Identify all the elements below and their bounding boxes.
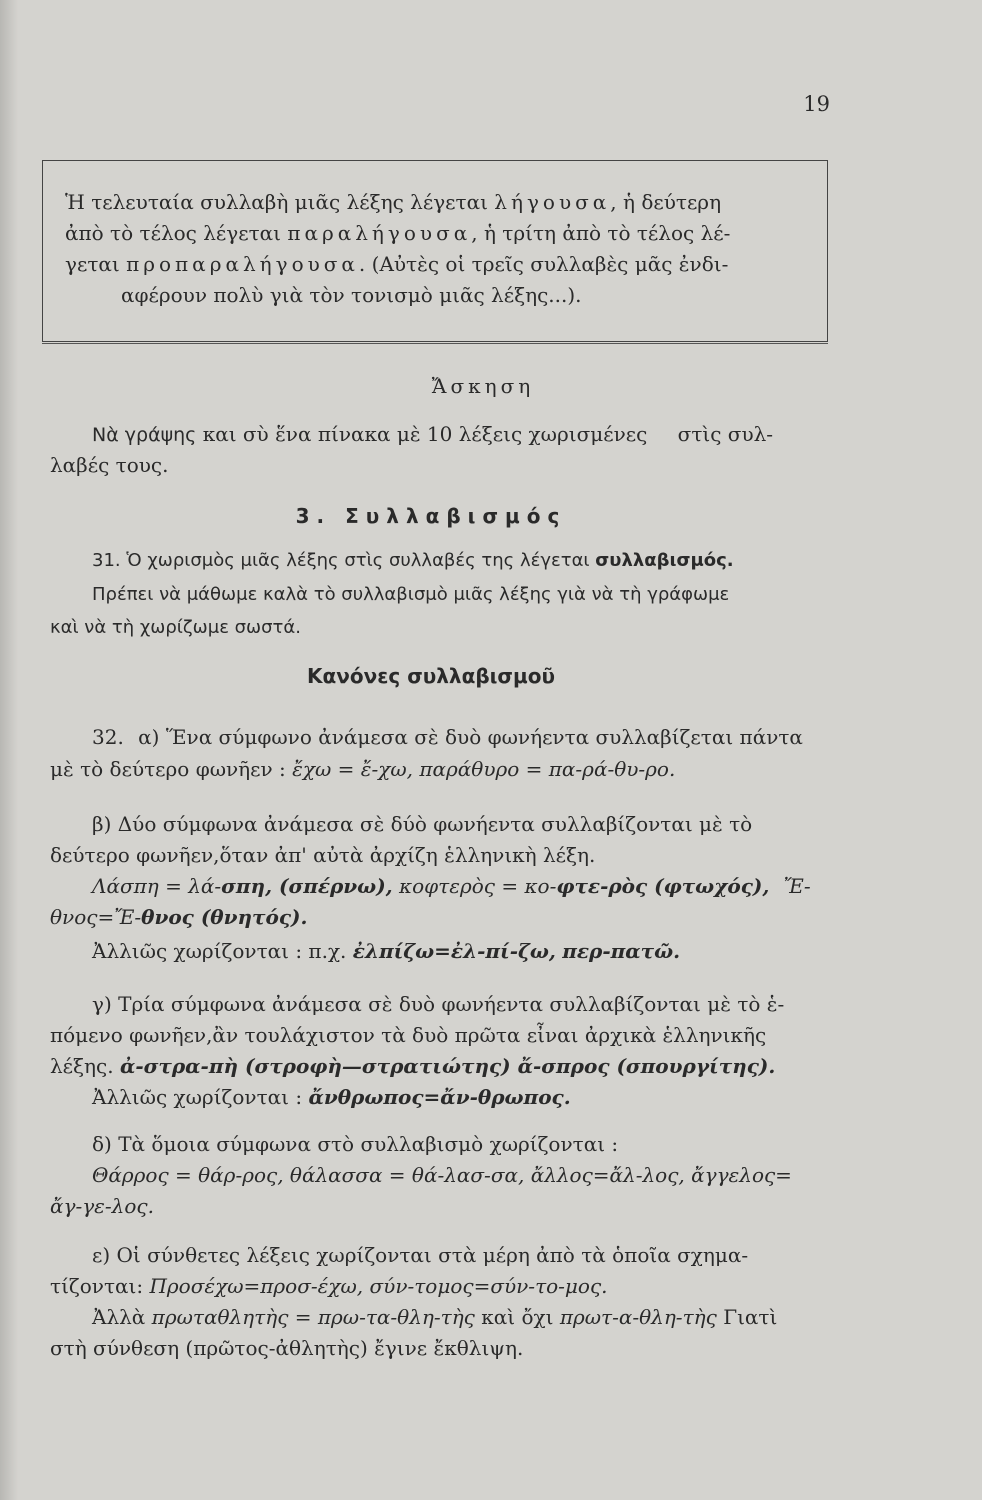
box-line-3: γεται προπαραλήγουσα. (Αὐτὲς οἱ τρεῖς συλλαβὲς μᾶς ἐνδι- [65,252,729,276]
rules-title: Κανόνες συλλαβισμοῦ [307,664,555,688]
term-ligousa: λήγουσα [494,190,611,214]
rule-c-line-4: Ἀλλιῶς χωρίζονται : ἄνθρωπος=ἄν-θρωπος. [92,1085,571,1109]
page-number: 19 [803,92,830,116]
rule-e-line-2: τίζονται: Προσέχω=προσ-έχω, σύν-τομος=σύν-το-μος. [50,1274,608,1298]
definition-box [42,160,828,342]
rule-d-line-2: Θάρρος = θάρ-ρος, θάλασσα = θά-λασ-σα, ἄλλος=ἄλ-λος, ἄγγελος= [92,1163,792,1187]
page-shadow [0,0,18,1500]
rule-c-line-1: γ) Τρία σύμφωνα ἀνάμεσα σὲ δυὸ φωνήεντα συλλαβίζονται μὲ τὸ ἑ- [92,992,785,1016]
box-line-1: Ἡ τελευταία συλλαβὴ μιᾶς λέξης λέγεται λήγουσα, ἡ δεύτερη [65,190,722,214]
box-line-4: αφέρουν πολὺ γιὰ τὸν τονισμὸ μιᾶς λέξης...). [121,283,582,307]
exercise-line-1: Νὰ γράψης και σὺ ἕνα πίνακα μὲ 10 λέξεις χωρισμένες στὶς συλ- [92,422,774,446]
rule-b-line-3: Λάσπη = λά-σπη, (σπέρνω), κοφτερὸς = κο-φτε-ρὸς (φτωχός), Ἔ- [92,874,811,898]
term-syllabismos: συλλαβισμός. [595,550,734,571]
rule-d-line-1: δ) Τὰ ὅμοια σύμφωνα στὸ συλλαβισμὸ χωρίζονται : [92,1132,619,1156]
term-proparaligousa: προπαραλήγουσα [126,252,359,276]
rule-b-line-2: δεύτερο φωνῆεν,ὅταν ἀπ' αὐτὰ ἀρχίζη ἑλληνικὴ λέξη. [50,843,596,867]
rule-a-line-1: 32. α) Ἕνα σύμφωνο ἀνάμεσα σὲ δυὸ φωνήεντα συλλαβίζεται πάντα [92,725,803,749]
exercise-title: Ἄσκηση [431,374,535,398]
p31-line-1: 31. Ὁ χωρισμὸς μιᾶς λέξης στὶς συλλαβές της λέγεται συλλαβισμός. [92,550,734,571]
rule-b-line-1: β) Δύο σύμφωνα ἀνάμεσα σὲ δύὸ φωνήεντα συλλαβίζονται μὲ τὸ [92,812,753,836]
box-underline [42,343,828,344]
rule-a-line-2: μὲ τὸ δεύτερο φωνῆεν : ἔχω = ἔ-χω, παράθυρο = πα-ρά-θυ-ρο. [50,757,676,781]
rule-b-line-4: θνος=Ἔ-θνος (θνητός). [50,905,308,929]
p31-line-3: καὶ νὰ τὴ χωρίζωμε σωστά. [50,617,301,638]
rule-e-line-1: ε) Οἱ σύνθετες λέξεις χωρίζονται στὰ μέρη ἀπὸ τὰ ὁποῖα σχημα- [92,1243,749,1267]
rule-c-line-2: πόμενο φωνῆεν,ἂν τουλάχιστον τὰ δυὸ πρῶτα εἶναι ἀρχικὰ ἑλληνικῆς [50,1023,767,1047]
rule-d-line-3: ἄγ-γε-λος. [50,1194,154,1218]
rule-e-line-3: Ἀλλὰ πρωταθλητὴς = πρω-τα-θλη-τὴς καὶ ὄχι πρωτ-α-θλη-τὴς Γιατὶ [92,1305,778,1329]
term-paraligousa: παραλήγουσα [287,221,472,245]
rule-e-line-4: στὴ σύνθεση (πρῶτος-ἀθλητὴς) ἔγινε ἔκθλιψη. [50,1336,524,1360]
exercise-line-2: λαβές τους. [50,453,169,477]
p31-line-2: Πρέπει νὰ μάθωμε καλὰ τὸ συλλαβισμὸ μιᾶς λέξης γιὰ νὰ τὴ γράφωμε [92,584,730,605]
box-line-2: ἀπὸ τὸ τέλος λέγεται παραλήγουσα, ἡ τρίτη ἀπὸ τὸ τέλος λέ- [65,221,731,245]
rule-b-line-5: Ἀλλιῶς χωρίζονται : π.χ. ἐλπίζω=ἐλ-πί-ζω, περ-πατῶ. [92,939,681,963]
rule-c-line-3: λέξης. ἀ-στρα-πὴ (στροφὴ—στρατιώτης) ἄ-σπρος (σπουργίτης). [50,1054,776,1078]
section-title: 3. Συλλαβισμός [295,504,567,528]
